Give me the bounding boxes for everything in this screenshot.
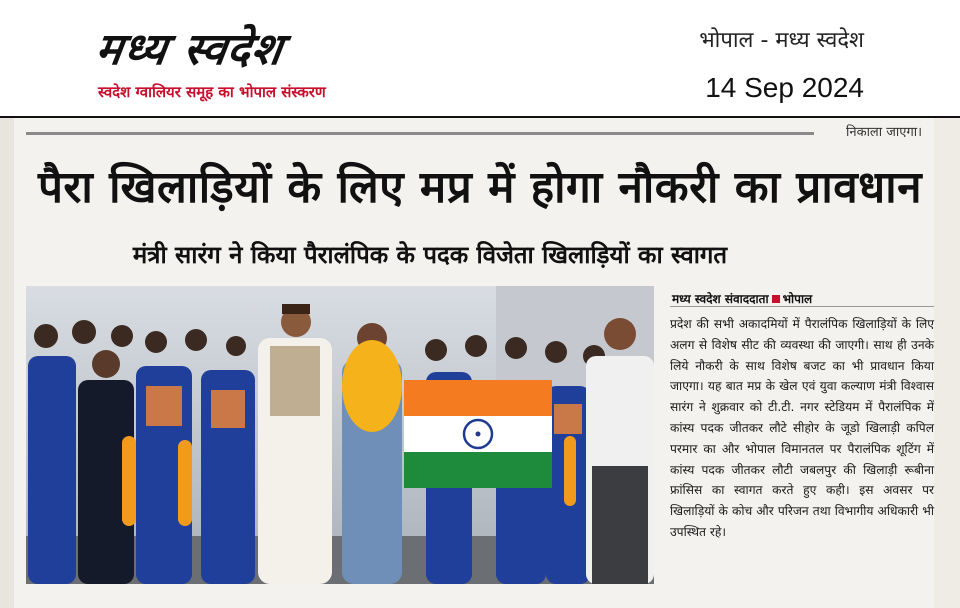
edition-place: भोपाल - मध्य स्वदेश: [699, 28, 864, 53]
previous-article-snippet: निकाला जाएगा।: [846, 125, 923, 140]
right-column-edge: [934, 118, 960, 608]
left-column-edge: [0, 118, 14, 608]
top-column-rule: [26, 132, 814, 135]
news-photo-illustration: [26, 286, 654, 584]
byline-rule: [670, 306, 934, 307]
article-subheadline: मंत्री सारंग ने किया पैरालंपिक के पदक विजेता खिलाड़ियों का स्वागत: [132, 241, 728, 269]
byline-place: भोपाल: [782, 292, 813, 306]
byline-separator-square: [772, 295, 780, 303]
article-byline: [672, 290, 934, 307]
masthead: [0, 0, 960, 116]
edition-date: 14 Sep 2024: [705, 72, 864, 103]
byline-source: मध्य स्वदेश संवाददाता: [672, 292, 769, 306]
article-body: प्रदेश की सभी अकादमियों में पैरालंपिक खिलाड़ियों के लिए अलग से विशेष सीट की व्यवस्था की जाएगी। साथ ही उनके लिये नौकरी के साथ विशेष बजट का भी प्रावधान किया जाएगा। यह बात मप्र के खेल एवं युवा कल्याण मंत्री विश्वास सारंग ने शुक्रवार को टी.टी. नगर स्टेडियम में पैरालंपिक में कांस्य पदक जीतकर लौटे सीहोर के जूडो खिलाड़ी कपिल परमार का और भोपाल विमानतल पर पैरालंपिक शूटिंग में कांस्य पदक जीतकर लौटी जबलपुर की खिलाड़ी रूबीना फ्रांसिस का स्वागत करते हुए कही। इस अवसर पर खिलाड़ियों के कोच और परिजन तथा विभागीय अधिकारी भी उपस्थित रहे।: [670, 317, 934, 539]
edition-info: [699, 26, 864, 106]
article-headline: पैरा खिलाड़ियों के लिए मप्र में होगा नौकरी का प्रावधान: [37, 162, 923, 213]
news-photo: [26, 286, 654, 584]
logo-subtitle: स्वदेश ग्वालियर समूह का भोपाल संस्करण: [98, 83, 326, 101]
newspaper-logo: मध्य स्वदेश: [92, 24, 287, 75]
